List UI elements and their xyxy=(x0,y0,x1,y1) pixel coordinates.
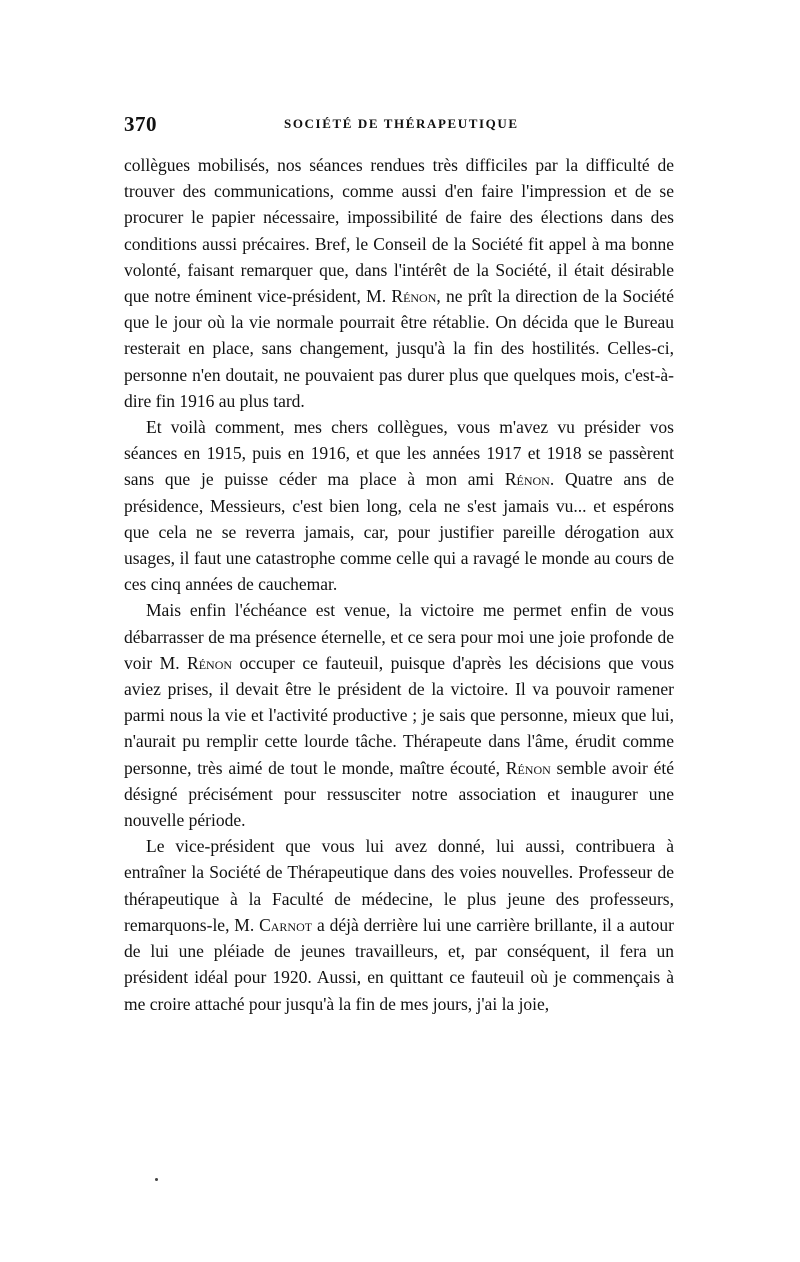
author-name-renon: Rénon xyxy=(505,757,551,778)
running-title: SOCIÉTÉ DE THÉRAPEUTIQUE xyxy=(284,116,519,131)
author-name-renon: Rénon xyxy=(187,652,233,673)
paragraph-1 xyxy=(124,152,674,414)
author-name-carnot: Carnot xyxy=(259,914,313,935)
paragraph-2 xyxy=(124,414,674,597)
text-run: Et voilà comment, mes chers collègues, vous m'avez vu présider vos séances en 1915, puis en 1916, et que les années 1917 et 1918 se passèrent sans que je puisse céder ma place à mon ami xyxy=(124,417,674,490)
page-number: 370 xyxy=(124,112,157,136)
paragraph-4 xyxy=(124,833,674,1016)
author-name-renon: Rénon xyxy=(391,286,437,307)
text-run: collègues mobilisés, nos séances rendues très difficiles par la difficulté de trouver des communications, comme aussi d'en faire l'impression et de se procurer le papier nécessaire, impossibilité de faire des élections dans des conditions aussi précaires. Bref, le Conseil de la Société fit appel à ma bonne volonté, faisant remarquer que, dans l'intérêt de la Société, il était désirable que notre éminent vice-président, M. xyxy=(124,155,674,307)
text-run: a déjà derrière lui une carrière brillante, il a autour de lui une pléiade de jeunes travailleurs, et, par conséquent, il fera un président idéal pour 1920. Aussi, en quittant ce fauteuil où je commençais à me croire attaché pour jusqu'à la fin de mes jours, j'ai la joie, xyxy=(124,914,674,1014)
paragraph-3 xyxy=(124,597,674,833)
print-speck xyxy=(155,1178,158,1181)
body-text xyxy=(124,152,674,1017)
text-run: , ne prît la direction de la Société que le jour où la vie normale pourrait être rétablie. On décida que le Bureau resterait en place, sans changement, jusqu'à la fin des hostilités. Celles-ci, personne n'en doutait, ne pouvaient pas durer plus que quelques mois, c'est-à-dire fin 1916 au plus tard. xyxy=(124,286,674,411)
text-run: occuper ce fauteuil, puisque d'après les décisions que vous aviez prises, il devait être le président de la victoire. Il va pouvoir ramener parmi nous la vie et l'activité productive ; je sais que personne, mieux que lui, n'aurait pu remplir cette lourde tâche. Thérapeute dans l'âme, érudit comme personne, très aimé de tout le monde, maître écouté, xyxy=(124,652,674,778)
page-header xyxy=(124,112,674,140)
text-run: Le vice-président que vous lui avez donné, lui aussi, contribuera à entraîner la Société de Thérapeutique dans des voies nouvelles. Professeur de thérapeutique à la Faculté de médecine, le plus jeune des professeurs, remarquons-le, M. xyxy=(124,836,674,935)
text-run: semble avoir été désigné précisément pour ressusciter notre association et inaugurer une nouvelle période. xyxy=(124,757,674,831)
author-name-renon: Rénon xyxy=(504,469,550,490)
text-run: . Quatre ans de présidence, Messieurs, c'est bien long, cela ne s'est jamais vu... et espérons que cela ne se reverra jamais, car, pour justifier pareille dérogation aux usages, il faut une catastrophe comme celle qui a ravagé le monde au cours de ces cinq années de cauchemar. xyxy=(124,469,674,595)
text-run: Mais enfin l'échéance est venue, la victoire me permet enfin de vous débarrasser de ma présence éternelle, et ce sera pour moi une joie profonde de voir M. xyxy=(124,600,674,673)
